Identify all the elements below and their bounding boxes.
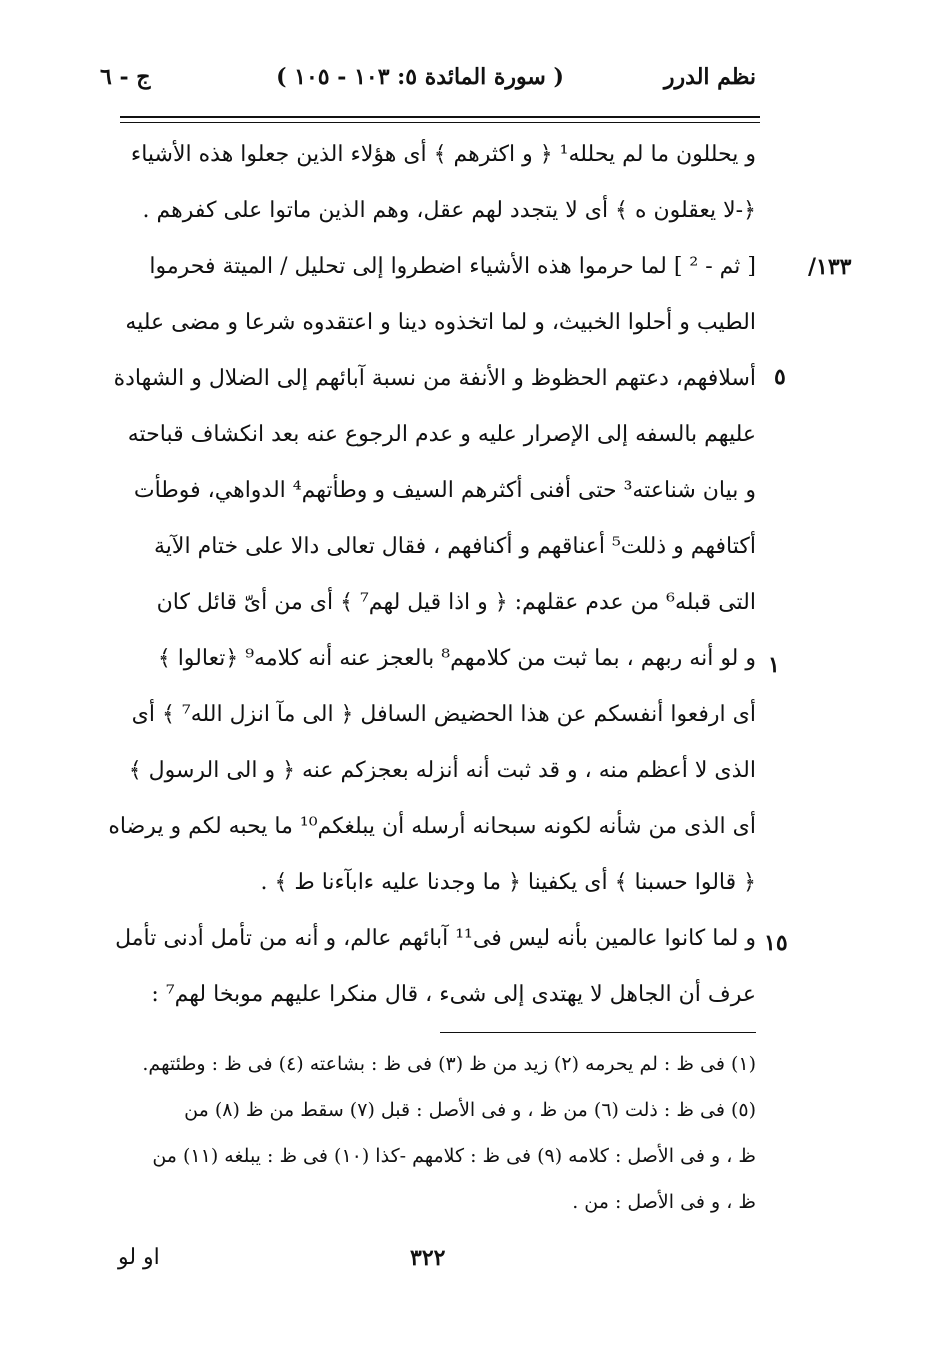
footnote-line: (١) فى ظ : لم يحرمه (٢) زيد من ظ (٣) فى ظ : بشاعته (٤) فى ظ : وطئتهم. [142,1053,756,1075]
body-line: و لما كانوا عالمين بأنه ليس فى¹¹ آبائهم عالم، و أنه من تأمل أدنى تأمل [115,926,756,951]
line-number-15: ١٥ [764,930,788,956]
body-line: أى ارفعوا أنفسكم عن هذا الحضيض السافل ﴿ الى مآ انزل الله⁷ ﴾ أى [131,702,756,727]
footnote-separator [440,1032,756,1033]
footnote-line: ظ ، و فى الأصل : من . [572,1191,756,1213]
header-rule-thin [120,122,760,123]
running-head-juz: ج - ٦ [100,64,151,90]
body-line: عليهم بالسفه إلى الإصرار عليه و عدم الرجوع عنه بعد انكشاف قباحته [127,422,756,447]
body-line: عرف أن الجاهل لا يهتدى إلى شىء ، قال منكرا عليهم موبخا لهم⁷ : [151,982,756,1007]
catchword: او لو [118,1245,160,1270]
header-rule [120,116,760,118]
running-head-surah-reference: ( سورة المائدة ٥: ١٠٣ - ١٠٥ ) [276,64,564,90]
folio-marker: /١٣٣ [808,254,852,280]
running-head-book-title: نظم الدرر [663,64,756,90]
body-line: ﴿-لا يعقلون ه ﴾ أى لا يتجدد لهم عقل، وهم الذين ماتوا على كفرهم . [142,198,756,223]
body-line: و لو أنه ربهم ، بما ثبت من كلامهم⁸ بالعجز عنه أنه كلامه⁹ ﴿تعالوا ﴾ [157,646,756,671]
footnote-line: ظ ، و فى الأصل : كلامه (٩) فى ظ : كلامهم -كذا (١٠) فى ظ : يبلغه (١١) من [152,1145,756,1167]
body-line: أى الذى من شأنه لكونه سبحانه أرسله أن يبلغكم¹⁰ ما يحبه لكم و يرضاه [108,814,756,839]
body-line: ﴿ قالوا حسبنا ﴾ أى يكفينا ﴿ ما وجدنا عليه ءابآءنا ط ﴾ . [260,870,756,895]
line-number-5: ٥ [774,364,786,390]
page-number: ٣٢٢ [410,1245,446,1271]
body-line: و يحللون ما لم يحلله¹ ﴿ و اكثرهم ﴾ أى هؤلاء الذين جعلوا هذه الأشياء [130,142,756,167]
body-line: التى قبله⁶ من عدم عقلهم: ﴿ و اذا قيل لهم⁷ ﴾ أى من أىّ قائل كان [156,590,756,615]
body-line: أسلافهم، دعتهم الحظوظ و الأنفة من نسبة آبائهم إلى الضلال و الشهادة [113,366,756,391]
body-line: الذى لا أعظم منه ، و قد ثبت أنه أنزله بعجزكم عنه ﴿ و الى الرسول ﴾ [128,758,756,783]
body-line: أكتافهم و ذللت⁵ أعناقهم و أكنافهم ، فقال تعالى دالا على ختام الآية [154,534,756,559]
body-line: الطيب و أحلوا الخبيث، و لما اتخذوه دينا و اعتقدوه شرعا و مضى عليه [125,310,756,335]
line-number-10: ١ [768,652,780,678]
body-line: و بيان شناعته³ حتى أفنى أكثرهم السيف و وطأتهم⁴ الدواهي، فوطأت [133,478,756,503]
body-line: [ ثم - ² ] لما حرموا هذه الأشياء اضطروا إلى تحليل / الميتة فحرموا [149,254,756,279]
footnote-line: (٥) فى ظ : ذلت (٦) من ظ ، و فى الأصل : قبل (٧) سقط من ظ (٨) من [184,1099,756,1121]
